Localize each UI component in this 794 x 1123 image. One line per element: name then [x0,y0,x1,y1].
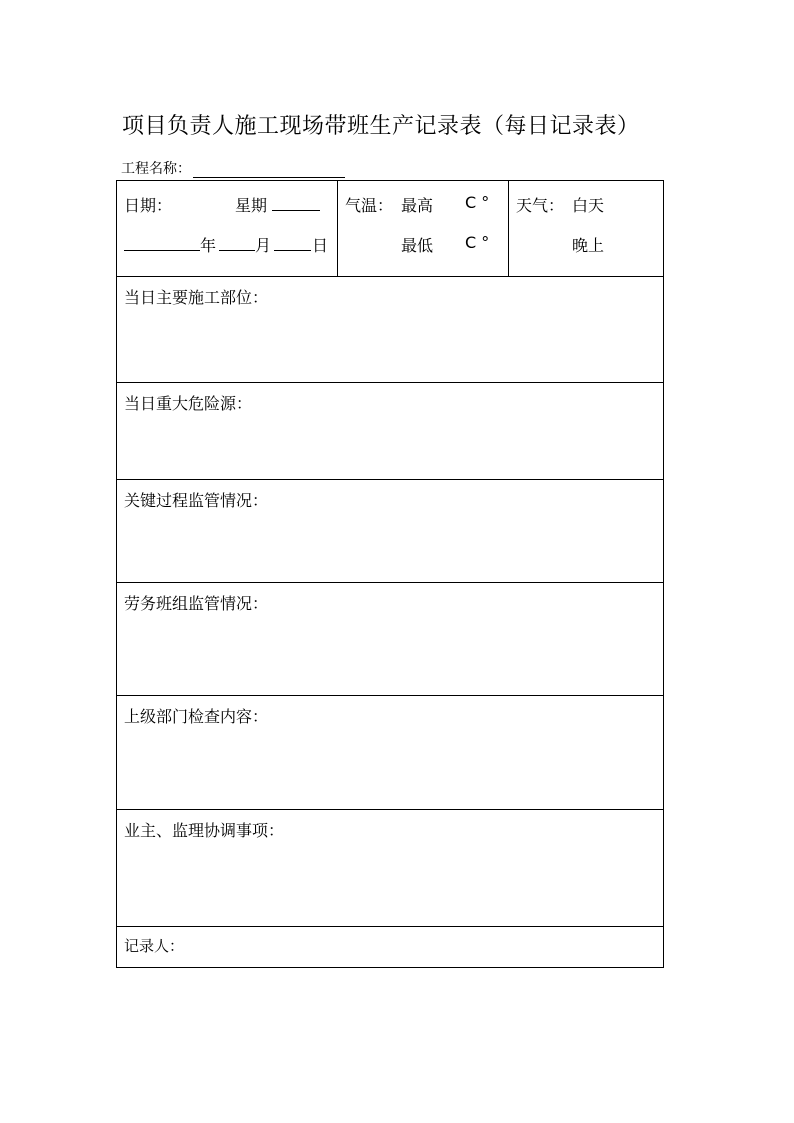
day-label: 日 [312,236,329,255]
main-work-row [117,277,664,383]
key-process-row [117,480,664,583]
major-hazards-label: 当日重大危险源： [124,394,253,413]
year-field[interactable] [124,233,200,251]
labor-team-label: 劳务班组监管情况： [124,594,269,613]
key-process-label: 关键过程监管情况： [124,491,269,510]
weather-cell [509,181,664,277]
recorder-row [117,927,664,968]
labor-team-cell[interactable] [117,583,664,696]
recorder-cell[interactable] [117,927,664,968]
year-label: 年 [200,236,217,255]
weather-day-label: 白天 [572,196,605,215]
temperature-high-unit: C ° [465,193,490,212]
project-name-row [121,160,345,178]
key-process-cell[interactable] [117,480,664,583]
owner-coordination-row [117,810,664,927]
temperature-low-unit: C ° [465,233,490,252]
project-name-field[interactable] [193,162,345,178]
date-label: 日期： [124,196,173,215]
temperature-low-label: 最低 [401,236,434,255]
project-name-label: 工程名称： [121,161,191,177]
main-work-cell[interactable] [117,277,664,383]
superior-inspection-label: 上级部门检查内容： [124,707,269,726]
recorder-label: 记录人： [124,937,185,955]
superior-inspection-cell[interactable] [117,696,664,810]
header-row [117,181,664,277]
month-field[interactable] [219,233,255,251]
record-form-table [116,180,664,968]
labor-team-row [117,583,664,696]
owner-coordination-label: 业主、监理协调事项： [124,821,285,840]
main-work-label: 当日主要施工部位： [124,288,269,307]
temperature-cell [338,181,509,277]
month-label: 月 [255,236,272,255]
temperature-label: 气温： [345,196,394,215]
major-hazards-row [117,383,664,480]
week-label: 星期 [235,196,268,215]
date-cell [117,181,338,277]
owner-coordination-cell[interactable] [117,810,664,927]
major-hazards-cell[interactable] [117,383,664,480]
superior-inspection-row [117,696,664,810]
document-title: 项目负责人施工现场带班生产记录表（每日记录表） [122,114,640,139]
weather-label: 天气： [516,196,565,215]
weather-night-label: 晚上 [572,236,605,255]
day-field[interactable] [274,233,311,251]
week-field[interactable] [272,193,320,211]
temperature-high-label: 最高 [401,196,434,215]
